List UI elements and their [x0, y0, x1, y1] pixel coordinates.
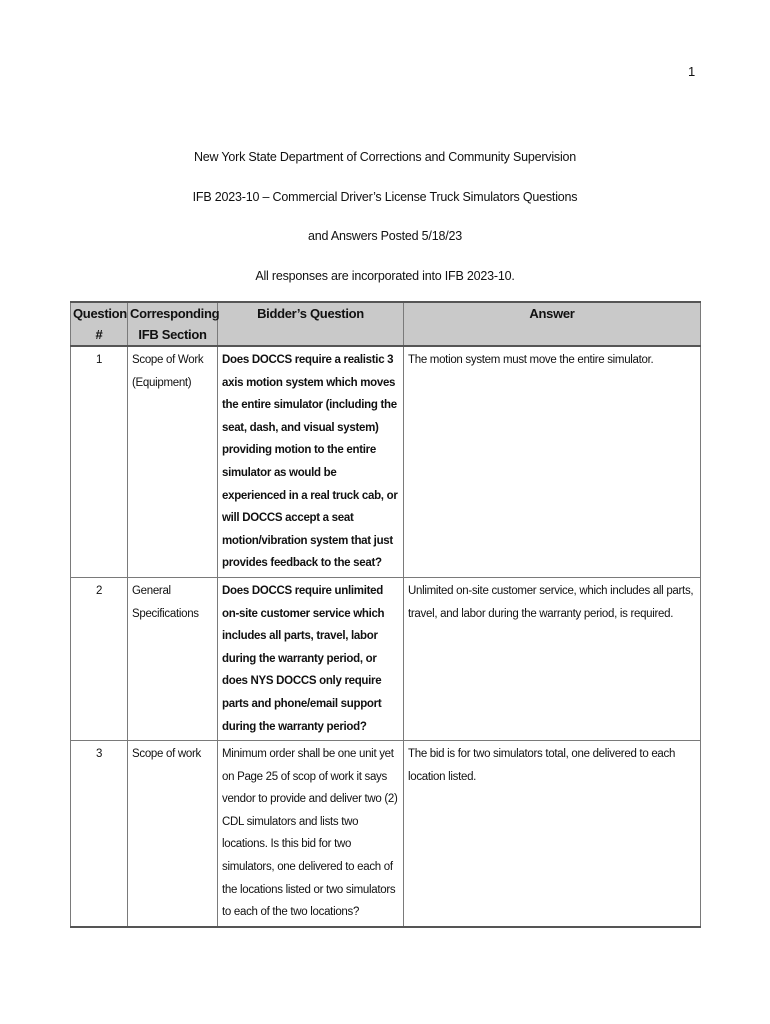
row-question-number: 3: [71, 741, 128, 927]
row-bidder-question: Does DOCCS require unlimited on-site customer service which includes all parts, travel, labor during the warranty period, or does NYS DOCCS only require parts and phone/email support during the warranty period?: [218, 577, 404, 740]
row-question-number: 2: [71, 577, 128, 740]
row-ifb-section: Scope of work: [128, 741, 218, 927]
header-bidder-question: Bidder’s Question: [218, 302, 404, 346]
table-row: [71, 741, 701, 927]
row-bidder-question: Minimum order shall be one unit yet on Page 25 of scop of work it says vendor to provide and deliver two (2) CDL simulators and lists two locations. Is this bid for two simulators, one delivered to each of the locations listed or two simulators to each of the two locations?: [218, 741, 404, 927]
row-ifb-section: General Specifications: [128, 577, 218, 740]
header-ifb-section: Corresponding IFB Section: [128, 302, 218, 346]
row-question-number: 1: [71, 346, 128, 577]
row-answer: Unlimited on-site customer service, which includes all parts, travel, and labor during the warranty period, is required.: [404, 577, 701, 740]
header-question-number: Question #: [71, 302, 128, 346]
table-header-row: [71, 302, 701, 346]
header-note: All responses are incorporated into IFB 2023-10.: [255, 268, 515, 283]
qa-table: [70, 301, 701, 928]
row-answer: The bid is for two simulators total, one delivered to each location listed.: [404, 741, 701, 927]
document-header: [0, 148, 770, 306]
row-answer: The motion system must move the entire simulator.: [404, 346, 701, 577]
header-answer: Answer: [404, 302, 701, 346]
table-row: [71, 346, 701, 577]
header-agency: New York State Department of Corrections and Community Supervision: [193, 150, 577, 164]
row-ifb-section: Scope of Work (Equipment): [128, 346, 218, 577]
header-ifb-title: IFB 2023-10 – Commercial Driver’s License Truck Simulators Questions: [192, 189, 578, 204]
page-number: 1: [688, 64, 696, 79]
row-bidder-question: Does DOCCS require a realistic 3 axis motion system which moves the entire simulator (including the seat, dash, and visual system) providing motion to the entire simulator as would be experienced in a real truck cab, or will DOCCS accept a seat motion/vibration system that just provides feedback to the seat?: [218, 346, 404, 577]
table-row: [71, 577, 701, 740]
header-posted-date: and Answers Posted 5/18/23: [308, 229, 462, 243]
